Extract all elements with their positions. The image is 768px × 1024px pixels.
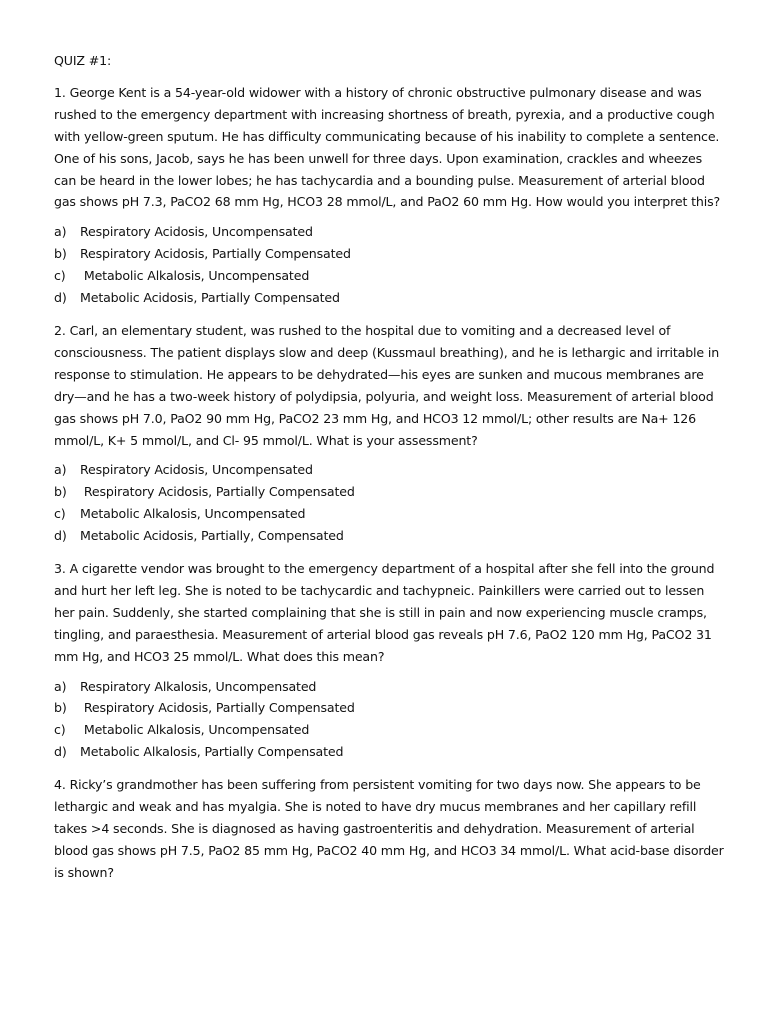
choice-letter: c)	[54, 268, 66, 284]
choice-letter: b)	[54, 700, 67, 716]
choice-list	[54, 676, 726, 764]
choice-text: Respiratory Acidosis, Partially Compensated	[80, 484, 355, 500]
choice-item	[54, 503, 726, 525]
choice-letter: d)	[54, 290, 67, 306]
choice-text: Metabolic Alkalosis, Uncompensated	[80, 506, 306, 522]
question-4	[54, 774, 726, 884]
choice-letter: c)	[54, 506, 66, 522]
choice-text: Metabolic Acidosis, Partially Compensated	[80, 290, 340, 306]
question-3	[54, 558, 726, 763]
question-text: 1. George Kent is a 54-year-old widower with a history of chronic obstructive pulmonary disease and was rushed to the emergency department with increasing shortness of breath, pyrexia, and a productive cough with yellow-green sputum. He has difficulty communicating because of his inability to complete a sentence. One of his sons, Jacob, says he has been unwell for three days. Upon examination, crackles and wheezes can be heard in the lower lobes; he has tachycardia and a bounding pulse. Measurement of arterial blood gas shows pH 7.3, PaCO2 68 mm Hg, HCO3 28 mmol/L, and PaO2 60 mm Hg. How would you interpret this?	[54, 84, 721, 210]
question-1	[54, 82, 726, 309]
question-text: 3. A cigarette vendor was brought to the emergency department of a hospital after she fell into the ground and hurt her left leg. She is noted to be tachycardic and tachypneic. Painkillers were carried out to lessen her pain. Suddenly, she started complaining that she is still in pain and now experiencing muscle cramps, tingling, and paraesthesia. Measurement of arterial blood gas reveals pH 7.6, PaO2 120 mm Hg, PaCO2 31 mm Hg, and HCO3 25 mmol/L. What does this mean?	[54, 561, 715, 664]
choice-text: Metabolic Alkalosis, Partially Compensated	[80, 744, 344, 760]
quiz-title: QUIZ #1:	[54, 53, 112, 68]
choice-item	[54, 287, 726, 309]
choice-letter: a)	[54, 462, 67, 478]
choice-item	[54, 525, 726, 547]
choice-text: Metabolic Alkalosis, Uncompensated	[80, 268, 310, 284]
choice-letter: b)	[54, 484, 67, 500]
question-text: 2. Carl, an elementary student, was rushed to the hospital due to vomiting and a decreased level of consciousness. The patient displays slow and deep (Kussmaul breathing), and he is lethargic and irritable in response to stimulation. He appears to be dehydrated—his eyes are sunken and mucous membranes are dry—and he has a two-week history of polydipsia, polyuria, and weight loss. Measurement of arterial blood gas shows pH 7.0, PaO2 90 mm Hg, PaCO2 23 mm Hg, and HCO3 12 mmol/L; other results are Na+ 126 mmol/L, K+ 5 mmol/L, and Cl- 95 mmol/L. What is your assessment?	[54, 322, 720, 448]
choice-item	[54, 459, 726, 481]
choice-letter: b)	[54, 246, 67, 262]
choice-item	[54, 221, 726, 243]
choice-text: Respiratory Alkalosis, Uncompensated	[80, 678, 317, 694]
choice-item	[54, 481, 726, 503]
choice-item	[54, 719, 726, 741]
choice-text: Respiratory Acidosis, Partially Compensated	[80, 700, 355, 716]
choice-item	[54, 697, 726, 719]
choice-text: Respiratory Acidosis, Uncompensated	[80, 462, 313, 478]
choice-letter: a)	[54, 224, 67, 240]
choice-text: Respiratory Acidosis, Partially Compensated	[80, 246, 351, 262]
question-2	[54, 320, 726, 547]
question-text: 4. Ricky’s grandmother has been suffering from persistent vomiting for two days now. She appears to be lethargic and weak and has myalgia. She is noted to have dry mucus membranes and her capillary refill takes >4 seconds. She is diagnosed as having gastroenteritis and dehydration. Measurement of arterial blood gas shows pH 7.5, PaO2 85 mm Hg, PaCO2 40 mm Hg, and HCO3 34 mmol/L. What acid-base disorder is shown?	[54, 777, 724, 880]
choice-list	[54, 459, 726, 547]
choice-item	[54, 676, 726, 698]
choice-text: Metabolic Alkalosis, Uncompensated	[80, 722, 310, 738]
choice-letter: d)	[54, 528, 67, 544]
choice-text: Respiratory Acidosis, Uncompensated	[80, 224, 313, 240]
choice-item	[54, 243, 726, 265]
choice-letter: a)	[54, 678, 67, 694]
choice-letter: c)	[54, 722, 66, 738]
choice-list	[54, 221, 726, 309]
choice-letter: d)	[54, 744, 67, 760]
choice-item	[54, 265, 726, 287]
choice-text: Metabolic Acidosis, Partially, Compensated	[80, 528, 344, 544]
choice-item	[54, 741, 726, 763]
quiz-document	[54, 50, 726, 884]
